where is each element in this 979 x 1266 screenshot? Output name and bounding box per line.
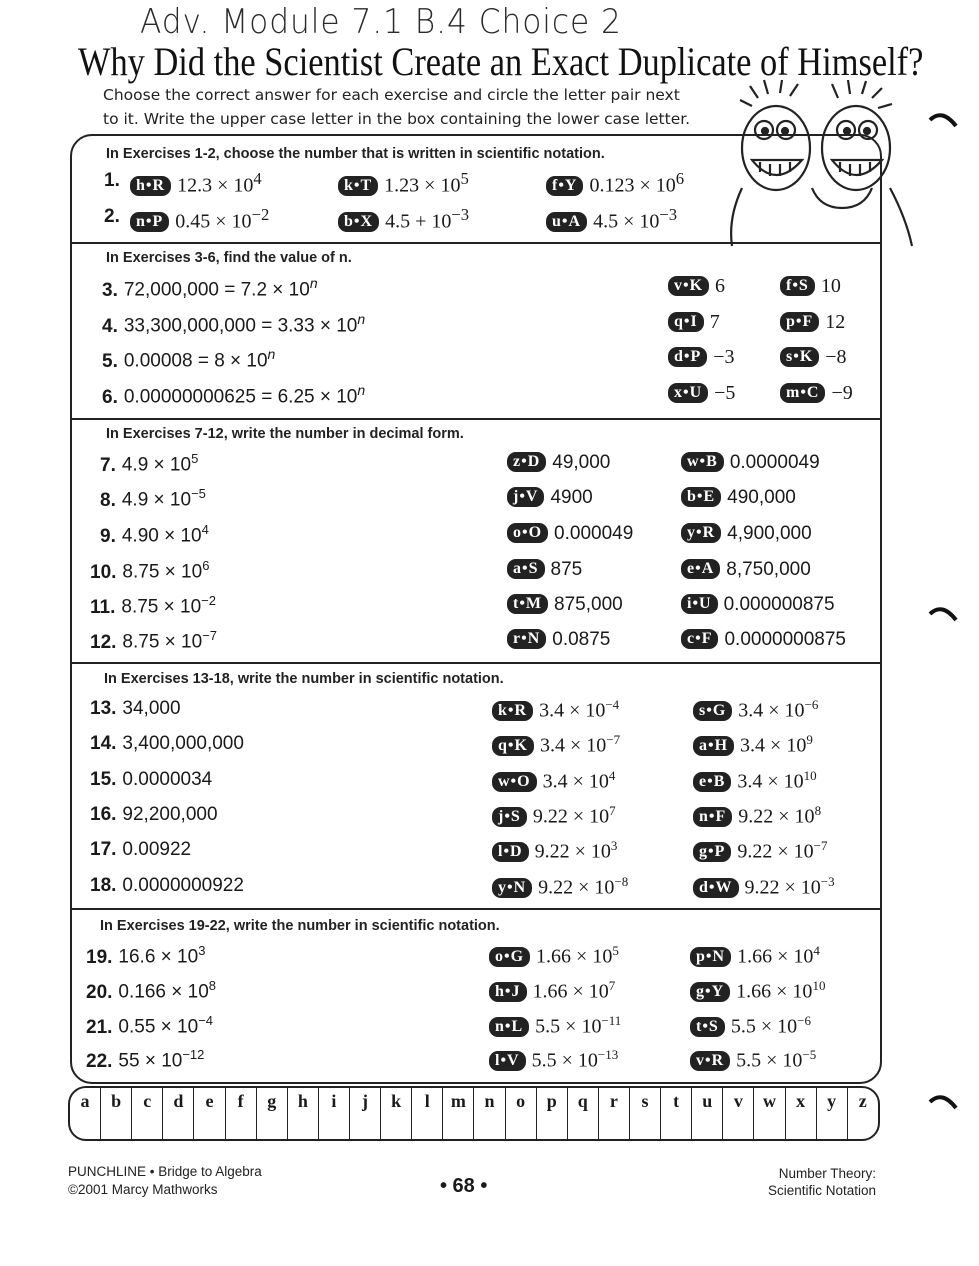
exercise-20-option-b[interactable]: g•Y $1.66 \times 10^{10}$ — [690, 978, 825, 1004]
exercise-22-problem: 22. $55 \times 10^{-12}$ — [86, 1047, 205, 1072]
answer-box-g[interactable]: g — [257, 1088, 288, 1139]
exercise-15-problem: 15. 0.0000034 — [90, 769, 213, 790]
exercise-9-problem: 9. $4.90 \times 10^4$ — [100, 522, 209, 547]
exercise-2-option-b[interactable]: b•X $4.5 + 10^{-3}$ — [338, 205, 469, 234]
section-3-heading: In Exercises 7-12, write the number in decimal form. — [106, 426, 464, 442]
exercise-8-option-a[interactable]: j•V 4900 — [507, 486, 593, 509]
exercise-5-option-a[interactable]: d•P −3 — [668, 346, 735, 369]
answer-box-q[interactable]: q — [568, 1088, 599, 1139]
section-divider — [72, 908, 880, 910]
answer-grid — [68, 1086, 880, 1141]
exercise-4-problem: 4. $33,300,000,000 = 3.33 \times 10^n$ — [102, 311, 366, 337]
exercise-11-option-b[interactable]: i•U 0.000000875 — [681, 593, 835, 616]
exercise-12-option-a[interactable]: r•N 0.0875 — [507, 628, 610, 651]
answer-box-s[interactable]: s — [630, 1088, 661, 1139]
exercise-2-option-c[interactable]: u•A $4.5 \times 10^{-3}$ — [546, 205, 677, 234]
exercise-6-problem: 6. $0.00000000625 = 6.25 \times 10^n$ — [102, 382, 366, 408]
answer-box-f[interactable]: f — [226, 1088, 257, 1139]
exercise-20-option-a[interactable]: h•J $1.66 \times 10^7$ — [489, 978, 615, 1004]
handwritten-note: Adv. Module 7.1 B.4 Choice 2 — [140, 2, 622, 42]
answer-box-k[interactable]: k — [381, 1088, 412, 1139]
exercise-14-option-b[interactable]: a•H $3.4 \times 10^9$ — [693, 732, 813, 758]
page-number: • 68 • — [440, 1175, 488, 1197]
exercise-18-problem: 18. 0.0000000922 — [90, 875, 244, 896]
exercise-22-option-b[interactable]: v•R $5.5 \times 10^{-5}$ — [690, 1047, 816, 1073]
exercise-12-problem: 12. $8.75 \times 10^{-7}$ — [90, 628, 218, 653]
exercise-16-option-a[interactable]: j•S $9.22 \times 10^7$ — [492, 803, 616, 829]
answer-box-b[interactable]: b — [101, 1088, 132, 1139]
exercise-19-option-b[interactable]: p•N $1.66 \times 10^4$ — [690, 943, 820, 969]
answer-box-d[interactable]: d — [163, 1088, 194, 1139]
exercise-18-option-a[interactable]: y•N $9.22 \times 10^{-8}$ — [492, 874, 628, 900]
instructions-line-2: to it. Write the upper case letter in the box containing the lower case letter. — [103, 110, 691, 128]
answer-box-e[interactable]: e — [194, 1088, 225, 1139]
exercise-10-option-a[interactable]: a•S 875 — [507, 558, 582, 581]
exercise-6-option-a[interactable]: x•U −5 — [668, 382, 735, 405]
exercise-8-option-b[interactable]: b•E 490,000 — [681, 486, 796, 509]
section-5-heading: In Exercises 19-22, write the number in scientific notation. — [100, 918, 500, 934]
exercise-14-option-a[interactable]: q•K $3.4 \times 10^{-7}$ — [492, 732, 620, 758]
section-divider — [72, 418, 880, 420]
footer-copyright: ©2001 Marcy Mathworks — [68, 1182, 218, 1197]
answer-box-w[interactable]: w — [754, 1088, 785, 1139]
footer-topic: Number Theory: — [778, 1166, 876, 1181]
exercise-14-problem: 14. 3,400,000,000 — [90, 733, 244, 754]
answer-box-a[interactable]: a — [70, 1088, 101, 1139]
exercise-15-option-a[interactable]: w•O $3.4 \times 10^4$ — [492, 768, 615, 794]
answer-box-c[interactable]: c — [132, 1088, 163, 1139]
answer-box-n[interactable]: n — [474, 1088, 505, 1139]
section-2-heading: In Exercises 3-6, find the value of n. — [106, 250, 352, 266]
tick-mark-icon — [928, 108, 958, 128]
exercise-5-problem: 5. $0.00008 = 8 \times 10^n$ — [102, 346, 276, 372]
tick-mark-icon — [928, 1090, 958, 1110]
exercise-19-option-a[interactable]: o•G $1.66 \times 10^5$ — [489, 943, 619, 969]
answer-box-r[interactable]: r — [599, 1088, 630, 1139]
exercise-19-problem: 19. $16.6 \times 10^3$ — [86, 943, 206, 968]
exercise-13-option-a[interactable]: k•R $3.4 \times 10^{-4}$ — [492, 697, 619, 723]
exercise-4-option-b[interactable]: p•F 12 — [780, 311, 845, 334]
exercise-4-option-a[interactable]: q•I 7 — [668, 311, 720, 334]
section-divider — [72, 662, 880, 664]
exercise-17-problem: 17. 0.00922 — [90, 839, 192, 860]
exercise-1-number: 1. — [104, 170, 120, 191]
exercise-16-option-b[interactable]: n•F $9.22 \times 10^8$ — [693, 803, 821, 829]
exercise-5-option-b[interactable]: s•K −8 — [780, 346, 847, 369]
exercise-13-problem: 13. 34,000 — [90, 698, 181, 719]
page-title: Why Did the Scientist Create an Exact Duplicate of Himself? — [78, 39, 924, 84]
exercise-17-option-b[interactable]: g•P $9.22 \times 10^{-7}$ — [693, 838, 828, 864]
exercise-15-option-b[interactable]: e•B $3.4 \times 10^{10}$ — [693, 768, 817, 794]
answer-box-i[interactable]: i — [319, 1088, 350, 1139]
exercise-2-number: 2. — [104, 206, 120, 227]
section-1-heading: In Exercises 1-2, choose the number that is written in scientific notation. — [106, 146, 605, 162]
answer-box-u[interactable]: u — [692, 1088, 723, 1139]
answer-box-x[interactable]: x — [786, 1088, 817, 1139]
exercise-7-option-a[interactable]: z•D 49,000 — [507, 451, 610, 474]
exercise-1-option-c[interactable]: f•Y $0.123 \times 10^6$ — [546, 169, 684, 198]
exercise-9-option-b[interactable]: y•R 4,900,000 — [681, 522, 812, 545]
exercise-11-problem: 11. $8.75 \times 10^{-2}$ — [90, 593, 216, 618]
exercise-8-problem: 8. $4.9 \times 10^{-5}$ — [100, 486, 206, 511]
exercise-12-option-b[interactable]: c•F 0.0000000875 — [681, 628, 846, 651]
answer-box-m[interactable]: m — [443, 1088, 474, 1139]
exercise-7-option-b[interactable]: w•B 0.0000049 — [681, 451, 820, 474]
answer-box-z[interactable]: z — [858, 1091, 867, 1111]
exercise-21-option-a[interactable]: n•L $5.5 \times 10^{-11}$ — [489, 1013, 621, 1039]
exercise-9-option-a[interactable]: o•O 0.000049 — [507, 522, 633, 545]
exercise-17-option-a[interactable]: l•D $9.22 \times 10^3$ — [492, 838, 617, 864]
answer-box-p[interactable]: p — [537, 1088, 568, 1139]
tick-mark-icon — [928, 602, 958, 622]
footer-publisher: PUNCHLINE • Bridge to Algebra — [68, 1164, 262, 1179]
section-4-heading: In Exercises 13-18, write the number in scientific notation. — [104, 671, 504, 687]
exercise-3-problem: 3. $72,000,000 = 7.2 \times 10^n$ — [102, 275, 318, 301]
answer-box-y[interactable]: y — [817, 1088, 848, 1139]
instructions-line-1: Choose the correct answer for each exercise and circle the letter pair next — [103, 86, 680, 104]
answer-box-l[interactable]: l — [412, 1088, 443, 1139]
exercise-11-option-a[interactable]: t•M 875,000 — [507, 593, 623, 616]
exercise-21-option-b[interactable]: t•S $5.5 \times 10^{-6}$ — [690, 1013, 811, 1039]
answer-box-o[interactable]: o — [506, 1088, 537, 1139]
footer-subtopic: Scientific Notation — [767, 1183, 876, 1198]
exercise-7-problem: 7. $4.9 \times 10^5$ — [100, 451, 199, 476]
exercise-10-problem: 10. $8.75 \times 10^6$ — [90, 558, 210, 583]
answer-box-t[interactable]: t — [661, 1088, 692, 1139]
exercise-16-problem: 16. 92,200,000 — [90, 804, 218, 825]
exercise-6-option-b[interactable]: m•C −9 — [780, 382, 853, 405]
answer-box-v[interactable]: v — [723, 1088, 754, 1139]
exercise-21-problem: 21. $0.55 \times 10^{-4}$ — [86, 1013, 214, 1038]
exercise-22-option-a[interactable]: l•V $5.5 \times 10^{-13}$ — [489, 1047, 618, 1073]
exercise-18-option-b[interactable]: d•W $9.22 \times 10^{-3}$ — [693, 874, 835, 900]
exercise-10-option-b[interactable]: e•A 8,750,000 — [681, 558, 811, 581]
answer-box-j[interactable]: j — [350, 1088, 381, 1139]
section-divider — [72, 242, 880, 244]
exercise-20-problem: 20. $0.166 \times 10^8$ — [86, 978, 216, 1003]
exercise-3-option-b[interactable]: f•S 10 — [780, 275, 841, 298]
exercise-2-option-a[interactable]: n•P $0.45 \times 10^{-2}$ — [130, 205, 269, 234]
exercise-3-option-a[interactable]: v•K 6 — [668, 275, 725, 298]
exercise-13-option-b[interactable]: s•G $3.4 \times 10^{-6}$ — [693, 697, 818, 723]
answer-box-h[interactable]: h — [288, 1088, 319, 1139]
exercise-1-option-b[interactable]: k•T $1.23 \times 10^5$ — [338, 169, 469, 198]
exercise-1-option-a[interactable]: h•R $12.3 \times 10^4$ — [130, 169, 262, 198]
